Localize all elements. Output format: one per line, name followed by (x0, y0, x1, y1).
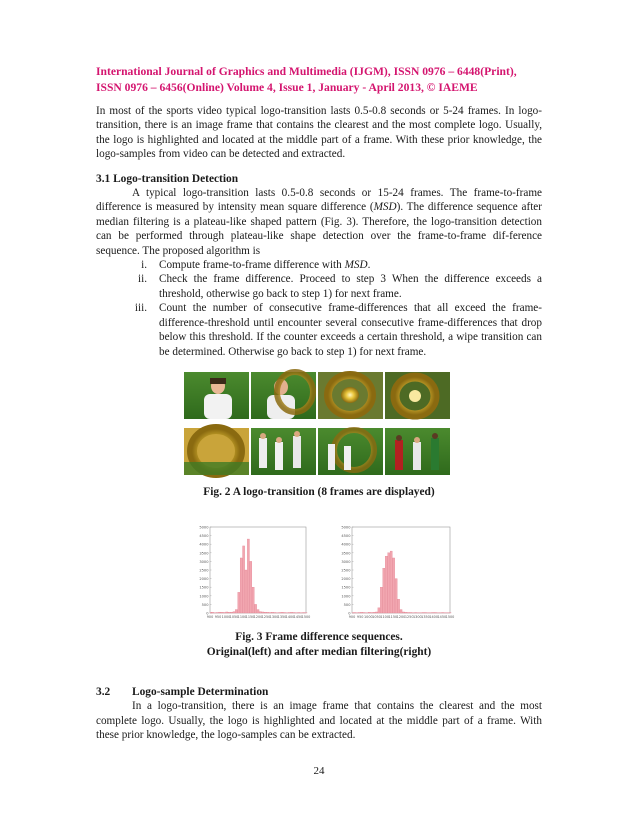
x-tick-label: 1150 (388, 615, 398, 619)
data-bar (402, 612, 404, 613)
data-bar (383, 568, 385, 613)
y-tick-label: 4000 (341, 542, 351, 547)
x-tick-label: 1250 (404, 615, 414, 619)
data-bar (264, 612, 266, 613)
data-bar (245, 570, 247, 613)
data-bar (393, 558, 395, 613)
figure-3-caption-line-2: Original(left) and after median filtering(right) (206, 646, 432, 658)
x-tick-label: 1300 (413, 615, 422, 619)
data-bar (235, 610, 237, 613)
data-bar (259, 612, 261, 613)
data-bar (281, 612, 283, 613)
video-frame-7 (318, 428, 383, 475)
section-title: Logo-sample Determination (132, 686, 269, 698)
data-bar (353, 612, 355, 613)
section-3-2-paragraph: In a logo-transition, there is an image frame that contains the clearest and the most complete logo. Usually, the logo is highlighted and located at the middle part of a frame. With these prior knowledge, the logo-samples can be extracted. (96, 700, 542, 742)
data-bar (257, 610, 259, 613)
data-bar (395, 579, 397, 613)
msd-term: MSD (373, 201, 397, 214)
x-tick-label: 1350 (421, 615, 430, 619)
data-bar (380, 587, 382, 613)
figure-3-left-chart (196, 525, 311, 621)
x-tick-label: 1150 (245, 615, 255, 619)
step-text: Count the number of consecutive frame-differences that all exceed the frame-difference-threshold until encounter several consecutive frame-differences that drop below this threshold. If the counter exceeds a certain threshold, a wipe transition can be determined. Otherwise go back to step 1) for next frame. (159, 302, 542, 358)
y-tick-label: 3000 (199, 559, 209, 564)
data-bar (442, 612, 444, 613)
data-bar (385, 556, 387, 613)
data-bar (410, 612, 412, 613)
data-bar (388, 553, 390, 613)
x-tick-label: 1100 (237, 615, 247, 619)
data-bar (368, 612, 370, 613)
section-3-2 (96, 685, 542, 743)
paragraph-text: ). The difference sequence after median filtering is a plateau-like shaped pattern (Fig. 3). Therefore, the logo-transition detection can be performed through plateau-like shape detection over the frame-to-frame dif-ference sequence. The proposed algorithm is (96, 201, 542, 257)
data-bar (358, 612, 360, 613)
y-tick-label: 2500 (199, 568, 209, 573)
data-bar (223, 612, 225, 613)
x-tick-label: 1000 (221, 615, 231, 619)
x-tick-label: 1400 (285, 615, 295, 619)
step-text: Compute frame-to-frame difference with (159, 259, 345, 272)
data-bar (390, 551, 392, 613)
x-tick-label: 950 (214, 615, 222, 619)
data-bar (424, 612, 426, 613)
y-tick-label: 3500 (199, 551, 209, 556)
data-bar (434, 612, 436, 613)
step-number: iii. (134, 302, 147, 315)
data-bar (262, 612, 264, 613)
y-tick-label: 1500 (341, 585, 351, 590)
section-3-2-heading (96, 685, 542, 699)
data-bar (432, 612, 434, 613)
y-tick-label: 500 (343, 602, 351, 607)
paragraph-text: A typical logo-transition lasts 0.5-0.8 seconds or 15-24 frames. The frame-to-frame difference is measured by intensity mean square difference ( (96, 187, 542, 214)
y-tick-label: 3000 (341, 559, 351, 564)
y-tick-label: 4000 (199, 542, 209, 547)
data-bar (250, 561, 252, 613)
video-frame-8 (385, 428, 450, 475)
data-bar (228, 612, 230, 613)
y-tick-label: 5000 (341, 525, 351, 530)
journal-header-line-2: ISSN 0976 – 6456(Online) Volume 4, Issue 1, January - April 2013, © IAEME (96, 81, 478, 94)
data-bar (405, 612, 407, 613)
video-frame-3 (318, 372, 383, 419)
data-bar (378, 608, 380, 613)
x-tick-label: 1500 (445, 615, 455, 619)
data-bar (407, 612, 409, 613)
y-tick-label: 1500 (199, 585, 209, 590)
data-bar (269, 612, 271, 613)
intro-paragraph: In most of the sports video typical logo-transition lasts 0.5-0.8 seconds or 5-24 frames. In logo-transition, there is an image frame that contains the clearest and the most complete logo. Usually, the logo is highlighted and located at the middle part of a frame. With these prior knowledge, the logo-samples from video can be detected and extracted. (96, 105, 542, 161)
y-tick-label: 2000 (341, 577, 351, 582)
data-bar (240, 558, 242, 613)
data-bar (373, 612, 375, 613)
data-bar (221, 612, 223, 613)
page-body (96, 64, 542, 359)
data-bar (363, 612, 365, 613)
data-bar (274, 612, 276, 613)
section-number: 3.2 (96, 686, 111, 698)
x-tick-label: 1400 (429, 615, 438, 619)
data-bar (279, 612, 281, 613)
plot-frame (352, 527, 450, 613)
journal-header-line-1: International Journal of Graphics and Multimedia (IJGM), ISSN 0976 – 6448(Print), (96, 65, 517, 78)
msd-term: MSD (344, 259, 368, 272)
algorithm-step (96, 301, 542, 359)
algorithm-steps (96, 258, 542, 359)
x-tick-label: 1200 (396, 615, 406, 619)
x-tick-label: 950 (356, 615, 364, 619)
data-bar (247, 539, 249, 613)
x-tick-label: 1050 (372, 615, 381, 619)
data-bar (226, 612, 228, 613)
section-3-1-paragraph (96, 186, 542, 258)
algorithm-step (96, 272, 542, 301)
x-tick-label: 1350 (277, 615, 287, 619)
figure-2-caption: Fig. 2 A logo-transition (8 frames are displayed) (203, 486, 435, 498)
data-bar (211, 612, 213, 613)
y-tick-label: 0 (348, 611, 351, 616)
journal-header (96, 64, 542, 96)
data-bar (267, 612, 269, 613)
data-bar (243, 546, 245, 613)
algorithm-step (96, 258, 542, 272)
data-bar (271, 612, 273, 613)
data-bar (303, 612, 305, 613)
video-frame-4 (385, 372, 450, 419)
data-bar (415, 612, 417, 613)
step-number: i. (141, 259, 147, 272)
video-frame-1 (184, 372, 249, 419)
data-bar (291, 612, 293, 613)
section-3-1-heading: 3.1 Logo-transition Detection (96, 172, 239, 185)
data-bar (238, 592, 240, 613)
figure-2-frames (184, 372, 452, 476)
data-bar (400, 610, 402, 613)
x-tick-label: 1300 (269, 615, 279, 619)
x-tick-label: 900 (206, 615, 214, 619)
data-bar (375, 612, 377, 613)
data-bar (361, 612, 363, 613)
data-bar (293, 612, 295, 613)
x-tick-label: 1050 (229, 615, 239, 619)
y-tick-label: 500 (201, 602, 209, 607)
y-tick-label: 1000 (199, 594, 209, 599)
video-frame-5 (184, 428, 249, 475)
figure-3-right-chart (338, 525, 455, 621)
data-bar (252, 587, 254, 613)
x-tick-label: 1450 (437, 615, 447, 619)
data-bar (255, 604, 257, 613)
step-text: . (367, 259, 371, 272)
x-tick-label: 900 (348, 615, 356, 619)
x-tick-label: 1000 (364, 615, 373, 619)
figure-3-caption-line-1: Fig. 3 Frame difference sequences. (235, 631, 403, 643)
data-bar (298, 612, 300, 613)
x-tick-label: 1500 (301, 615, 311, 619)
plot-frame (210, 527, 306, 613)
data-bar (233, 612, 235, 613)
step-text: Check the frame difference. Proceed to step 3 When the difference exceeds a threshold, otherwise go back to step 1) for next frame. (159, 273, 542, 300)
data-bar (397, 599, 399, 613)
data-bar (283, 612, 285, 613)
y-tick-label: 5000 (199, 525, 209, 530)
y-tick-label: 2000 (199, 577, 209, 582)
video-frame-2 (251, 372, 316, 419)
data-bar (219, 612, 221, 613)
x-tick-label: 1100 (380, 615, 389, 619)
y-tick-label: 3500 (341, 551, 351, 556)
data-bar (216, 612, 218, 613)
y-tick-label: 2500 (341, 568, 351, 573)
data-bar (288, 612, 290, 613)
x-tick-label: 1450 (293, 615, 303, 619)
y-tick-label: 4500 (341, 534, 351, 539)
x-tick-label: 1200 (253, 615, 263, 619)
y-tick-label: 0 (206, 611, 209, 616)
page-number: 24 (313, 765, 325, 777)
data-bar (371, 612, 373, 613)
y-tick-label: 4500 (199, 534, 209, 539)
step-number: ii. (137, 273, 147, 286)
video-frame-6 (251, 428, 316, 475)
data-bar (422, 612, 424, 613)
y-tick-label: 1000 (341, 594, 351, 599)
x-tick-label: 1250 (261, 615, 271, 619)
data-bar (231, 612, 233, 613)
